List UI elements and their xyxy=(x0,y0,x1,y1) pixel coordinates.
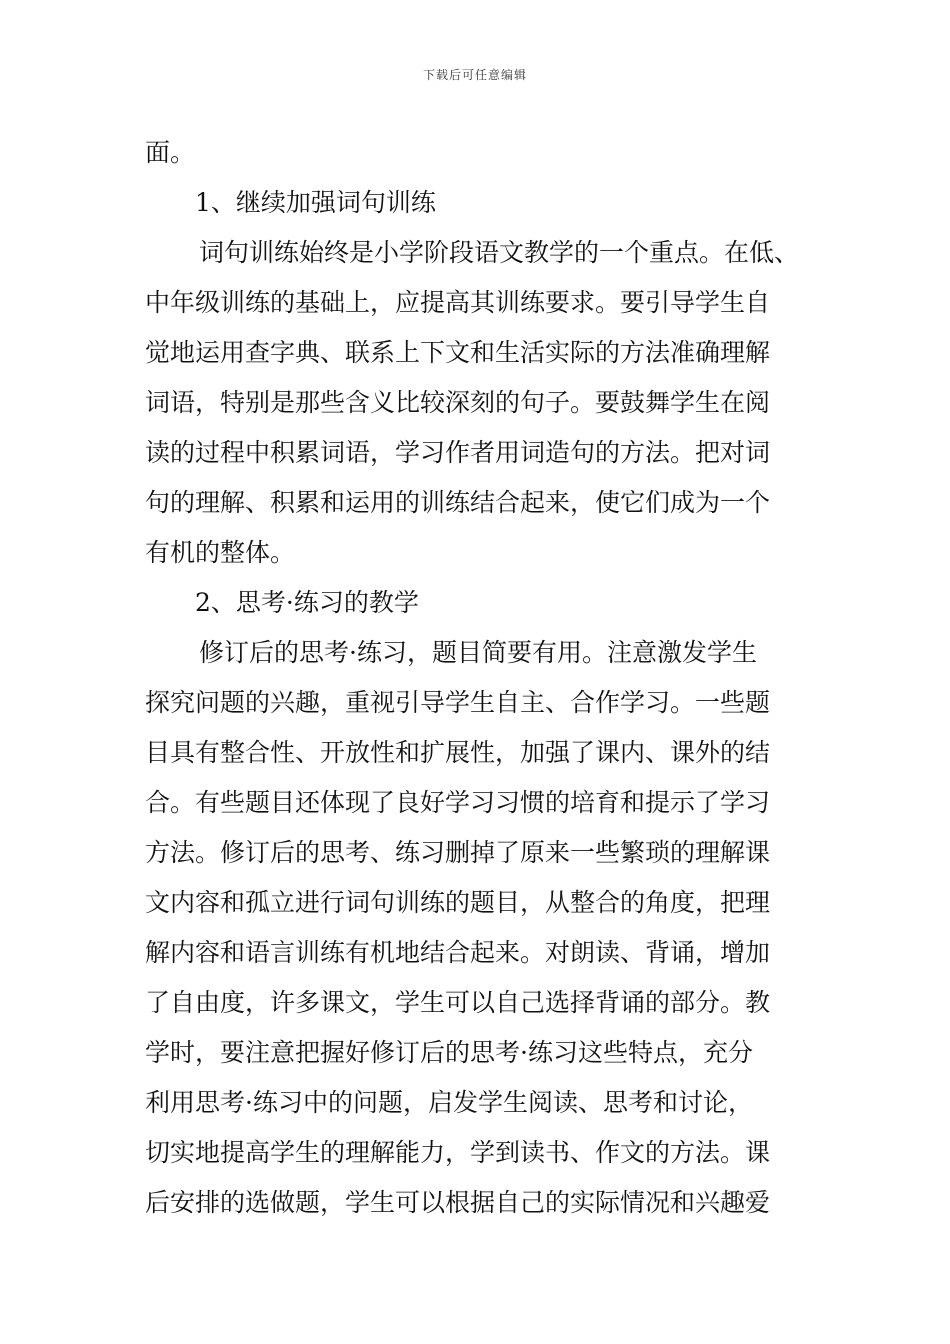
section-heading: 2、思考·练习的教学 xyxy=(195,588,419,617)
text-line: 利用思考·练习中的问题，启发学生阅读、思考和讨论， xyxy=(145,1088,753,1117)
text-line: 词语，特别是那些含义比较深刻的句子。要鼓舞学生在阅 xyxy=(145,388,771,417)
text-line: 读的过程中积累词语，学习作者用词造句的方法。把对词 xyxy=(145,438,771,467)
text-line: 方法。修订后的思考、练习删掉了原来一些繁琐的理解课 xyxy=(145,838,771,867)
section-heading: 1、继续加强词句训练 xyxy=(195,188,436,217)
text-line: 目具有整合性、开放性和扩展性，加强了课内、课外的结 xyxy=(145,738,771,767)
text-line: 面。 xyxy=(145,138,196,167)
text-line: 文内容和孤立进行词句训练的题目，从整合的角度，把理 xyxy=(145,888,771,917)
text-line: 有机的整体。 xyxy=(145,538,296,567)
text-line: 修订后的思考·练习，题目简要有用。注意激发学生 xyxy=(199,638,757,667)
header-note: 下载后可任意编辑 xyxy=(422,68,527,82)
text-line: 觉地运用查字典、联系上下文和生活实际的方法准确理解 xyxy=(145,338,771,367)
text-line: 词句训练始终是小学阶段语文教学的一个重点。在低、 xyxy=(199,238,800,267)
body-text xyxy=(145,128,815,1228)
text-line: 切实地提高学生的理解能力，学到读书、作文的方法。课 xyxy=(145,1138,771,1167)
text-line: 解内容和语言训练有机地结合起来。对朗读、背诵，增加 xyxy=(145,938,771,967)
text-line: 合。有些题目还体现了良好学习习惯的培育和提示了学习 xyxy=(145,788,771,817)
text-line: 句的理解、积累和运用的训练结合起来，使它们成为一个 xyxy=(145,488,771,517)
text-line: 学时，要注意把握好修订后的思考·练习这些特点，充分 xyxy=(145,1038,753,1067)
text-line: 后安排的选做题，学生可以根据自己的实际情况和兴趣爱 xyxy=(145,1188,771,1217)
text-line: 了自由度，许多课文，学生可以自己选择背诵的部分。教 xyxy=(145,988,771,1017)
text-line: 中年级训练的基础上，应提高其训练要求。要引导学生自 xyxy=(145,288,771,317)
text-line: 探究问题的兴趣，重视引导学生自主、合作学习。一些题 xyxy=(145,688,771,717)
